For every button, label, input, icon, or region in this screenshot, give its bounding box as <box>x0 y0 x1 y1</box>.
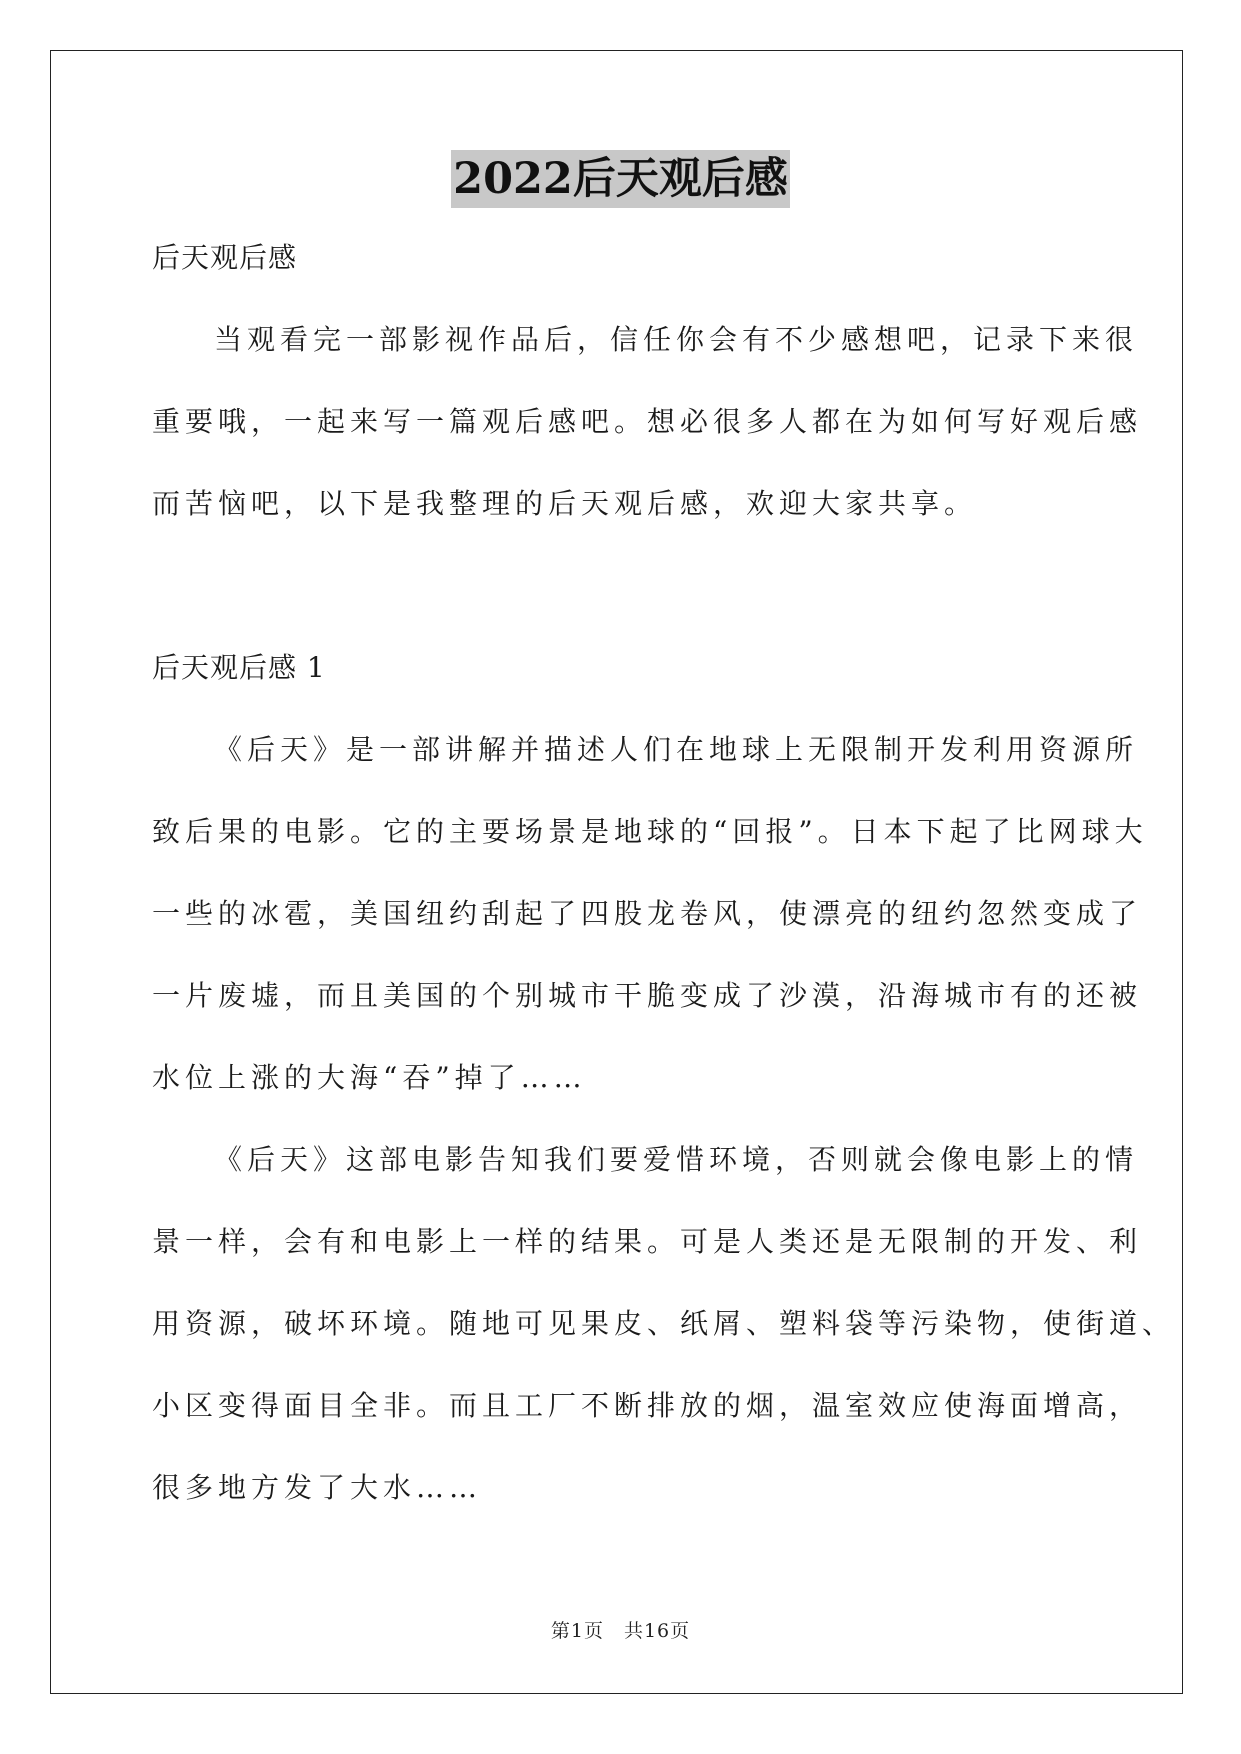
paragraph-line: 重要哦，一起来写一篇观后感吧。想必很多人都在为如何写好观后感 <box>152 405 1143 438</box>
blank-line <box>152 560 1097 642</box>
intro-paragraph <box>152 314 1143 560</box>
paragraph-line: 很多地方发了大水…… <box>152 1471 483 1504</box>
paragraph-line: 而苦恼吧，以下是我整理的后天观后感，欢迎大家共享。 <box>152 487 978 520</box>
section-heading: 后天观后感 1 <box>152 651 326 684</box>
paragraph-line: 景一样，会有和电影上一样的结果。可是人类还是无限制的开发、利 <box>152 1225 1143 1258</box>
paragraph-line: 小区变得面目全非。而且工厂不断排放的烟，温室效应使海面增高， <box>152 1389 1143 1422</box>
paragraph-line: 致后果的电影。它的主要场景是地球的“回报”。日本下起了比网球大 <box>152 815 1148 848</box>
intro-heading: 后天观后感 <box>152 241 298 274</box>
page-number: 第1页 共16页 <box>550 1620 691 1642</box>
paragraph-line: 《后天》是一部讲解并描述人们在地球上无限制开发利用资源所 <box>214 733 1139 766</box>
paragraph-line: 《后天》这部电影告知我们要爱惜环境，否则就会像电影上的情 <box>214 1143 1139 1176</box>
paragraph-line: 一些的冰雹，美国纽约刮起了四股龙卷风，使漂亮的纽约忽然变成了 <box>152 897 1143 930</box>
paragraph-line: 水位上涨的大海“吞”掉了…… <box>152 1061 587 1094</box>
paragraph-line: 一片废墟，而且美国的个别城市干脆变成了沙漠，沿海城市有的还被 <box>152 979 1143 1012</box>
section1-paragraph2 <box>152 1134 1176 1544</box>
paragraph-line: 用资源，破坏环境。随地可见果皮、纸屑、塑料袋等污染物，使街道、 <box>152 1307 1176 1340</box>
document-body <box>152 232 1176 1544</box>
section1-paragraph1 <box>152 724 1148 1134</box>
document-title: 2022后天观后感 <box>451 150 790 208</box>
document-title-wrapper <box>0 150 1241 208</box>
paragraph-line: 当观看完一部影视作品后，信任你会有不少感想吧，记录下来很 <box>214 323 1139 356</box>
